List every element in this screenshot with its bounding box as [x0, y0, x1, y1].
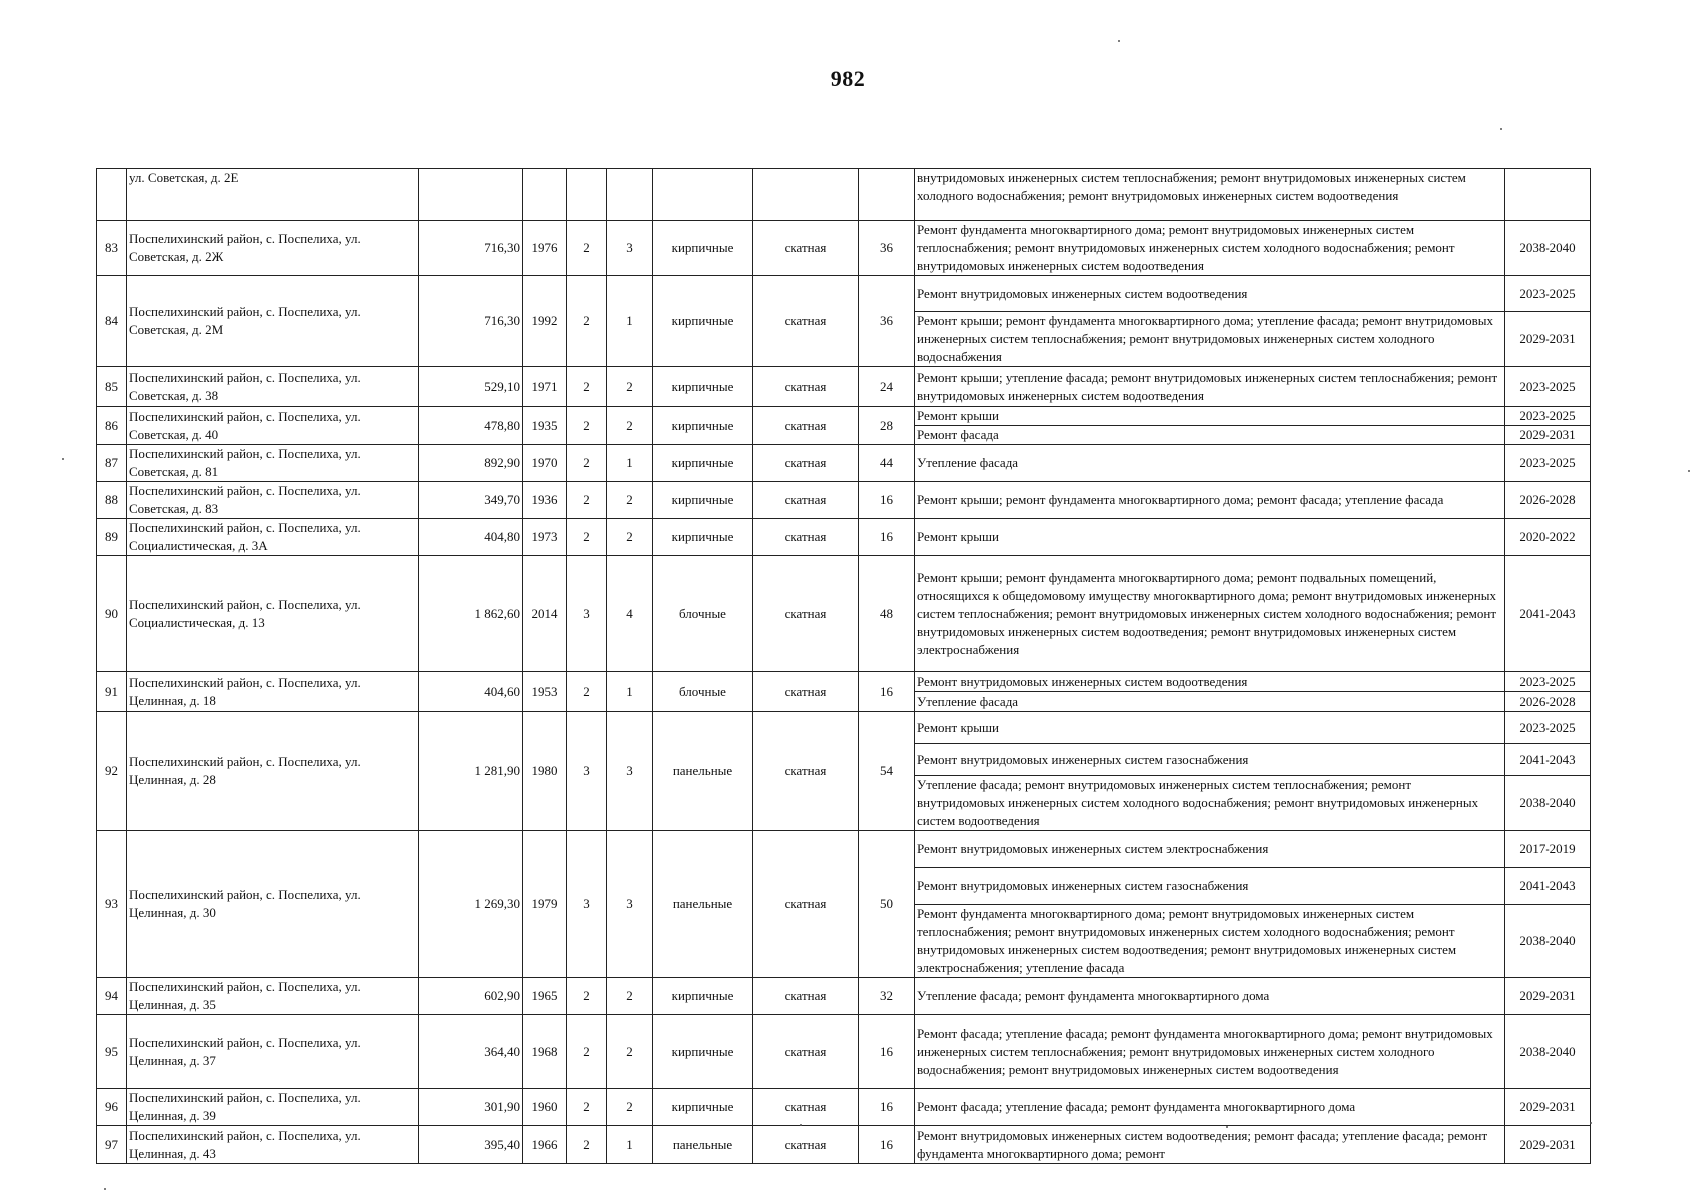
works-cell: Ремонт фундамента многоквартирного дома; ремонт внутридомовых инженерных систем теплоснабжения; ремонт внутридомовых инженерных систем холодного водоснабжения; ремонт внутридомовых инженерных систем водоотведения: [915, 221, 1505, 276]
floors-cell: 2: [567, 1015, 607, 1089]
year-cell: 1936: [523, 482, 567, 519]
scan-speck: [1226, 1126, 1228, 1128]
year-cell: 1960: [523, 1089, 567, 1126]
period-cell: 2023-2025: [1505, 407, 1591, 426]
year-cell: 1966: [523, 1126, 567, 1164]
entrances-cell: 2: [607, 407, 653, 445]
year-cell: 1970: [523, 445, 567, 482]
year-cell: 1965: [523, 978, 567, 1015]
walls-cell: кирпичные: [653, 1015, 753, 1089]
floors-cell: 2: [567, 482, 607, 519]
walls-cell: кирпичные: [653, 519, 753, 556]
flats-cell: 54: [859, 712, 915, 831]
period-cell: 2041-2043: [1505, 556, 1591, 672]
table-row: [97, 712, 1591, 744]
works-cell: Ремонт фундамента многоквартирного дома; ремонт внутридомовых инженерных систем теплоснабжения; ремонт внутридомовых инженерных систем холодного водоснабжения; ремонт внутридомовых инженерных систем водоотведения; ремонт внутридомовых инженерных систем электроснабжения; утепление фасада: [915, 905, 1505, 978]
roof-cell: скатная: [753, 556, 859, 672]
walls-cell: панельные: [653, 1126, 753, 1164]
period-cell: 2038-2040: [1505, 221, 1591, 276]
address-cell: Поспелихинский район, с. Поспелиха, ул. Целинная, д. 28: [127, 712, 419, 831]
entrances-cell: 1: [607, 445, 653, 482]
period-cell: 2029-2031: [1505, 1126, 1591, 1164]
row-number: 84: [97, 276, 127, 367]
entrances-cell: 1: [607, 672, 653, 712]
floors-cell: 2: [567, 407, 607, 445]
floors-cell: 3: [567, 831, 607, 978]
table-row: [97, 1126, 1591, 1164]
page-number: 982: [830, 66, 866, 91]
entrances-cell: 3: [607, 221, 653, 276]
roof-cell: скатная: [753, 519, 859, 556]
flats-cell: 48: [859, 556, 915, 672]
walls-cell: кирпичные: [653, 1089, 753, 1126]
period-cell: 2029-2031: [1505, 312, 1591, 367]
address-cell: Поспелихинский район, с. Поспелиха, ул. Советская, д. 38: [127, 367, 419, 407]
floors-cell: 2: [567, 1089, 607, 1126]
roof-cell: скатная: [753, 482, 859, 519]
entrances-cell: 2: [607, 1015, 653, 1089]
row-number: [97, 169, 127, 221]
works-cell: Ремонт крыши; ремонт фундамента многоквартирного дома; утепление фасада; ремонт внутридомовых инженерных систем теплоснабжения; ремонт внутридомовых инженерных систем холодного водоснабжения: [915, 312, 1505, 367]
period-cell: 2026-2028: [1505, 692, 1591, 712]
period-cell: 2038-2040: [1505, 1015, 1591, 1089]
area-cell: [419, 169, 523, 221]
table-row: [97, 1089, 1591, 1126]
table-row: [97, 519, 1591, 556]
works-cell: Ремонт фасада: [915, 426, 1505, 445]
walls-cell: панельные: [653, 831, 753, 978]
roof-cell: скатная: [753, 712, 859, 831]
works-cell: Ремонт крыши; ремонт фундамента многоквартирного дома; ремонт подвальных помещений, относящихся к общедомовому имуществу многоквартирного дома; ремонт внутридомовых инженерных систем теплоснабжения; ремонт внутридомовых инженерных систем холодного водоснабжения; ремонт внутридомовых инженерных систем водоотведения; ремонт внутридомовых инженерных систем электроснабжения: [915, 556, 1505, 672]
area-cell: 404,80: [419, 519, 523, 556]
works-cell: Утепление фасада: [915, 692, 1505, 712]
floors-cell: 3: [567, 556, 607, 672]
flats-cell: 36: [859, 276, 915, 367]
flats-cell: 16: [859, 519, 915, 556]
row-number: 96: [97, 1089, 127, 1126]
row-number: 86: [97, 407, 127, 445]
works-cell: Ремонт крыши: [915, 519, 1505, 556]
period-cell: 2023-2025: [1505, 276, 1591, 312]
walls-cell: кирпичные: [653, 367, 753, 407]
year-cell: 1935: [523, 407, 567, 445]
year-cell: 2014: [523, 556, 567, 672]
area-cell: 602,90: [419, 978, 523, 1015]
roof-cell: скатная: [753, 407, 859, 445]
year-cell: 1980: [523, 712, 567, 831]
scan-speck: [1590, 1122, 1592, 1124]
roof-cell: скатная: [753, 978, 859, 1015]
works-cell: внутридомовых инженерных систем теплоснабжения; ремонт внутридомовых инженерных систем холодного водоснабжения; ремонт внутридомовых инженерных систем водоотведения: [915, 169, 1505, 221]
works-cell: Ремонт внутридомовых инженерных систем водоотведения: [915, 276, 1505, 312]
walls-cell: кирпичные: [653, 407, 753, 445]
period-cell: 2023-2025: [1505, 672, 1591, 692]
roof-cell: скатная: [753, 831, 859, 978]
entrances-cell: 2: [607, 519, 653, 556]
works-cell: Ремонт фасада; утепление фасада; ремонт фундамента многоквартирного дома: [915, 1089, 1505, 1126]
floors-cell: 2: [567, 221, 607, 276]
flats-cell: 50: [859, 831, 915, 978]
row-number: 93: [97, 831, 127, 978]
area-cell: 529,10: [419, 367, 523, 407]
year-cell: 1973: [523, 519, 567, 556]
address-cell: Поспелихинский район, с. Поспелиха, ул. Целинная, д. 30: [127, 831, 419, 978]
works-cell: Ремонт крыши; утепление фасада; ремонт внутридомовых инженерных систем теплоснабжения; ремонт внутридомовых инженерных систем водоотведения: [915, 367, 1505, 407]
table-row: [97, 169, 1591, 221]
entrances-cell: [607, 169, 653, 221]
floors-cell: 2: [567, 672, 607, 712]
address-cell: Поспелихинский район, с. Поспелиха, ул. Целинная, д. 35: [127, 978, 419, 1015]
address-cell: Поспелихинский район, с. Поспелиха, ул. Советская, д. 83: [127, 482, 419, 519]
flats-cell: 28: [859, 407, 915, 445]
flats-cell: [859, 169, 915, 221]
walls-cell: блочные: [653, 672, 753, 712]
floors-cell: 2: [567, 276, 607, 367]
walls-cell: блочные: [653, 556, 753, 672]
year-cell: [523, 169, 567, 221]
period-cell: 2026-2028: [1505, 482, 1591, 519]
entrances-cell: 2: [607, 1089, 653, 1126]
area-cell: 716,30: [419, 276, 523, 367]
address-cell: Поспелихинский район, с. Поспелиха, ул. Целинная, д. 43: [127, 1126, 419, 1164]
entrances-cell: 2: [607, 978, 653, 1015]
entrances-cell: 2: [607, 367, 653, 407]
period-cell: 2023-2025: [1505, 712, 1591, 744]
roof-cell: скатная: [753, 221, 859, 276]
table-row: [97, 367, 1591, 407]
works-cell: Ремонт крыши: [915, 712, 1505, 744]
roof-cell: скатная: [753, 276, 859, 367]
roof-cell: скатная: [753, 445, 859, 482]
entrances-cell: 3: [607, 712, 653, 831]
period-cell: 2029-2031: [1505, 1089, 1591, 1126]
address-cell: Поспелихинский район, с. Поспелиха, ул. Советская, д. 40: [127, 407, 419, 445]
roof-cell: [753, 169, 859, 221]
roof-cell: скатная: [753, 1089, 859, 1126]
row-number: 91: [97, 672, 127, 712]
table-row: [97, 672, 1591, 692]
entrances-cell: 1: [607, 1126, 653, 1164]
year-cell: 1953: [523, 672, 567, 712]
period-cell: 2038-2040: [1505, 776, 1591, 831]
scan-speck: [104, 1188, 106, 1190]
address-cell: Поспелихинский район, с. Поспелиха, ул. Целинная, д. 37: [127, 1015, 419, 1089]
table-row: [97, 482, 1591, 519]
address-cell: Поспелихинский район, с. Поспелиха, ул. Целинная, д. 18: [127, 672, 419, 712]
row-number: 90: [97, 556, 127, 672]
area-cell: 1 281,90: [419, 712, 523, 831]
area-cell: 404,60: [419, 672, 523, 712]
floors-cell: 2: [567, 445, 607, 482]
works-cell: Ремонт внутридомовых инженерных систем водоотведения: [915, 672, 1505, 692]
entrances-cell: 2: [607, 482, 653, 519]
floors-cell: 2: [567, 367, 607, 407]
year-cell: 1971: [523, 367, 567, 407]
flats-cell: 32: [859, 978, 915, 1015]
works-cell: Ремонт внутридомовых инженерных систем электроснабжения: [915, 831, 1505, 868]
table-row: [97, 978, 1591, 1015]
works-cell: Утепление фасада; ремонт внутридомовых инженерных систем теплоснабжения; ремонт внутридомовых инженерных систем холодного водоснабжения; ремонт внутридомовых инженерных систем водоотведения: [915, 776, 1505, 831]
row-number: 83: [97, 221, 127, 276]
walls-cell: панельные: [653, 712, 753, 831]
walls-cell: кирпичные: [653, 276, 753, 367]
address-cell: Поспелихинский район, с. Поспелиха, ул. Социалистическая, д. 3А: [127, 519, 419, 556]
scan-speck: [62, 458, 64, 460]
table-row: [97, 445, 1591, 482]
works-cell: Утепление фасада; ремонт фундамента многоквартирного дома: [915, 978, 1505, 1015]
year-cell: 1976: [523, 221, 567, 276]
walls-cell: [653, 169, 753, 221]
area-cell: 395,40: [419, 1126, 523, 1164]
area-cell: 349,70: [419, 482, 523, 519]
row-number: 88: [97, 482, 127, 519]
scan-speck: [1688, 470, 1690, 472]
entrances-cell: 1: [607, 276, 653, 367]
scan-speck: [1500, 128, 1502, 130]
works-cell: Ремонт внутридомовых инженерных систем водоотведения; ремонт фасада; утепление фасада; ремонт фундамента многоквартирного дома; ремонт: [915, 1126, 1505, 1164]
floors-cell: 3: [567, 712, 607, 831]
works-cell: Ремонт крыши: [915, 407, 1505, 426]
area-cell: 364,40: [419, 1015, 523, 1089]
area-cell: 892,90: [419, 445, 523, 482]
table-row: [97, 556, 1591, 672]
works-cell: Ремонт фасада; утепление фасада; ремонт фундамента многоквартирного дома; ремонт внутридомовых инженерных систем теплоснабжения; ремонт внутридомовых инженерных систем холодного водоснабжения; ремонт внутридомовых инженерных систем водоотведения: [915, 1015, 1505, 1089]
walls-cell: кирпичные: [653, 445, 753, 482]
entrances-cell: 3: [607, 831, 653, 978]
address-cell: Поспелихинский район, с. Поспелиха, ул. Советская, д. 2М: [127, 276, 419, 367]
year-cell: 1992: [523, 276, 567, 367]
period-cell: 2029-2031: [1505, 978, 1591, 1015]
address-cell: Поспелихинский район, с. Поспелиха, ул. Советская, д. 2Ж: [127, 221, 419, 276]
table-row: [97, 831, 1591, 868]
area-cell: 1 269,30: [419, 831, 523, 978]
row-number: 94: [97, 978, 127, 1015]
works-cell: Ремонт крыши; ремонт фундамента многоквартирного дома; ремонт фасада; утепление фасада: [915, 482, 1505, 519]
flats-cell: 36: [859, 221, 915, 276]
roof-cell: скатная: [753, 1126, 859, 1164]
period-cell: 2020-2022: [1505, 519, 1591, 556]
scan-speck: [800, 1124, 802, 1126]
area-cell: 478,80: [419, 407, 523, 445]
works-cell: Ремонт внутридомовых инженерных систем газоснабжения: [915, 744, 1505, 776]
row-number: 92: [97, 712, 127, 831]
table-row: [97, 1015, 1591, 1089]
flats-cell: 16: [859, 1126, 915, 1164]
housing-repair-table: [96, 168, 1591, 1164]
address-cell: Поспелихинский район, с. Поспелиха, ул. Целинная, д. 39: [127, 1089, 419, 1126]
flats-cell: 16: [859, 1015, 915, 1089]
walls-cell: кирпичные: [653, 221, 753, 276]
floors-cell: 2: [567, 978, 607, 1015]
flats-cell: 16: [859, 1089, 915, 1126]
period-cell: 2041-2043: [1505, 868, 1591, 905]
row-number: 87: [97, 445, 127, 482]
roof-cell: скатная: [753, 672, 859, 712]
area-cell: 301,90: [419, 1089, 523, 1126]
roof-cell: скатная: [753, 367, 859, 407]
period-cell: [1505, 169, 1591, 221]
table-body: [97, 169, 1591, 1164]
period-cell: 2023-2025: [1505, 445, 1591, 482]
area-cell: 1 862,60: [419, 556, 523, 672]
row-number: 95: [97, 1015, 127, 1089]
floors-cell: 2: [567, 519, 607, 556]
scan-speck: [1118, 40, 1120, 42]
row-number: 97: [97, 1126, 127, 1164]
address-cell: Поспелихинский район, с. Поспелиха, ул. Социалистическая, д. 13: [127, 556, 419, 672]
floors-cell: [567, 169, 607, 221]
table-row: [97, 407, 1591, 426]
row-number: 85: [97, 367, 127, 407]
period-cell: 2038-2040: [1505, 905, 1591, 978]
table-row: [97, 221, 1591, 276]
flats-cell: 24: [859, 367, 915, 407]
works-cell: Утепление фасада: [915, 445, 1505, 482]
walls-cell: кирпичные: [653, 482, 753, 519]
row-number: 89: [97, 519, 127, 556]
flats-cell: 44: [859, 445, 915, 482]
entrances-cell: 4: [607, 556, 653, 672]
year-cell: 1968: [523, 1015, 567, 1089]
table-row: [97, 276, 1591, 312]
period-cell: 2017-2019: [1505, 831, 1591, 868]
address-cell: Поспелихинский район, с. Поспелиха, ул. Советская, д. 81: [127, 445, 419, 482]
address-cell: ул. Советская, д. 2Е: [127, 169, 419, 221]
floors-cell: 2: [567, 1126, 607, 1164]
flats-cell: 16: [859, 482, 915, 519]
flats-cell: 16: [859, 672, 915, 712]
period-cell: 2023-2025: [1505, 367, 1591, 407]
roof-cell: скатная: [753, 1015, 859, 1089]
works-cell: Ремонт внутридомовых инженерных систем газоснабжения: [915, 868, 1505, 905]
year-cell: 1979: [523, 831, 567, 978]
area-cell: 716,30: [419, 221, 523, 276]
period-cell: 2041-2043: [1505, 744, 1591, 776]
period-cell: 2029-2031: [1505, 426, 1591, 445]
walls-cell: кирпичные: [653, 978, 753, 1015]
